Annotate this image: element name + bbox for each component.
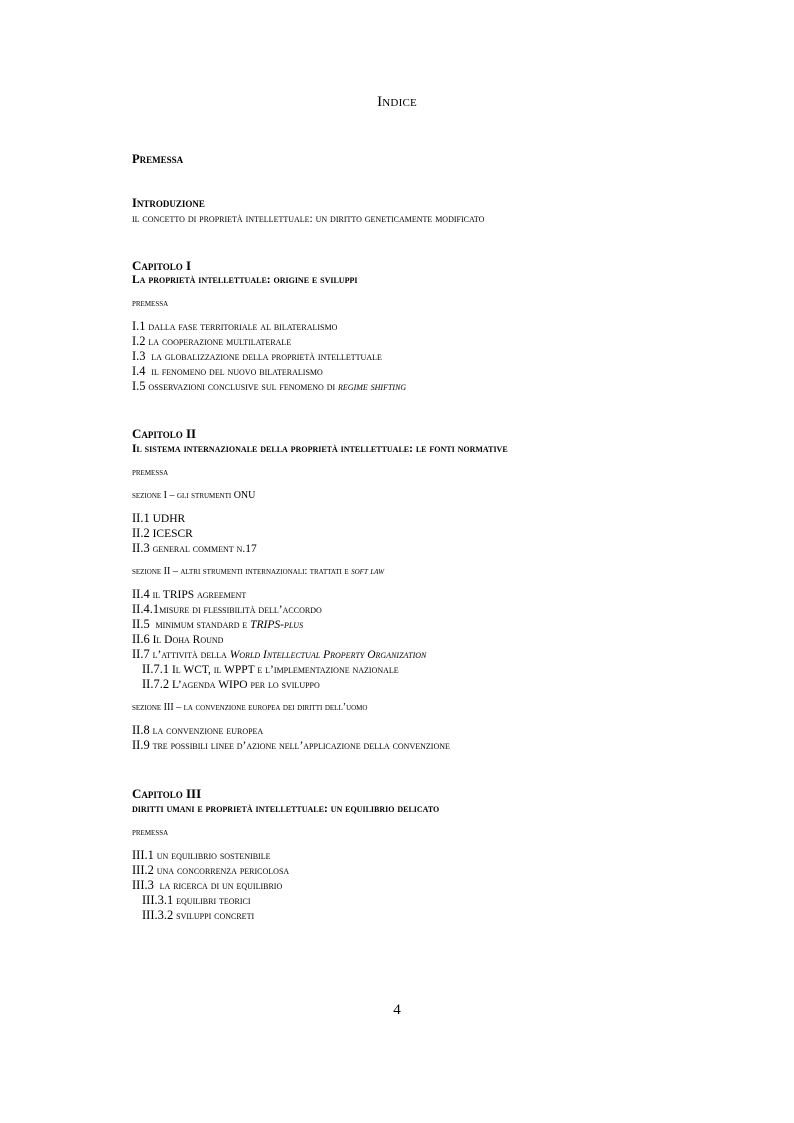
introduzione-heading: Introduzione: [132, 196, 205, 210]
premessa-heading: Premessa: [132, 152, 184, 166]
toc-entry: II.6 Il Doha Round: [132, 632, 224, 646]
toc-entry: II.9 tre possibili linee d’azione nell’applicazione della convenzione: [132, 738, 450, 752]
chapter-2-subtitle: Il sistema internazionale della proprietà intellettuale: le fonti normative: [132, 443, 508, 455]
toc-entry: III.3 la ricerca di un equilibrio: [132, 878, 283, 892]
toc-entry: III.2 una concorrenza pericolosa: [132, 863, 290, 877]
toc-entry: II.7.2 L’agenda WIPO per lo sviluppo: [142, 677, 320, 691]
chapter-2-premessa: premessa: [132, 467, 169, 478]
section-3-heading: sezione III – la convenzione europea dei diritti dell’uomo: [132, 702, 368, 713]
toc-entry: I.4 il fenomeno del nuovo bilateralismo: [132, 364, 323, 378]
toc-entry: I.3 la globalizzazione della proprietà intellettuale: [132, 349, 382, 363]
toc-entry: II.4 il TRIPS agreement: [132, 587, 247, 601]
page-number: 4: [393, 1002, 401, 1018]
chapter-2-label: Capitolo II: [132, 426, 197, 441]
toc-entry: I.1 dalla fase territoriale al bilateralismo: [132, 319, 338, 333]
toc-entry: I.2 la cooperazione multilaterale: [132, 334, 292, 348]
toc-entry: II.1 UDHR: [132, 511, 186, 525]
toc-entry: II.4.1misure di flessibilità dell’accordo: [132, 602, 322, 616]
chapter-3-label: Capitolo III: [132, 786, 202, 801]
section-2-heading: sezione II – altri strumenti internazionali: trattati e soft law: [132, 566, 385, 577]
chapter-1-label: Capitolo I: [132, 258, 192, 273]
chapter-1-premessa: premessa: [132, 298, 169, 309]
toc-entry: III.3.1 equilibri teorici: [142, 893, 251, 907]
toc-entry: II.8 la convenzione europea: [132, 723, 264, 737]
toc-entry: III.3.2 sviluppi concreti: [142, 908, 255, 922]
section-1-heading: sezione I – gli strumenti ONU: [132, 490, 256, 501]
chapter-3-premessa: premessa: [132, 827, 169, 838]
toc-entry: II.2 ICESCR: [132, 526, 193, 540]
toc-entry: III.1 un equilibrio sostenibile: [132, 848, 271, 862]
introduzione-line: il concetto di proprietà intellettuale: un diritto geneticamente modificato: [132, 213, 485, 225]
toc-entry: II.7.1 Il WCT, il WPPT e l’implementazione nazionale: [142, 662, 399, 676]
chapter-1-subtitle: La proprietà intellettuale: origine e sviluppi: [132, 274, 358, 286]
toc-entry: II.3 general comment n.17: [132, 541, 257, 555]
toc-entry: II.5 minimum standard e TRIPS-plus: [132, 617, 304, 631]
toc-entry: II.7 l’attività della World Intellectual Property Organization: [132, 647, 427, 661]
toc-entry: I.5 osservazioni conclusive sul fenomeno di regime shifting: [132, 379, 407, 393]
page-title: Indice: [377, 94, 417, 110]
chapter-3-subtitle: diritti umani e proprietà intellettuale: un equilibrio delicato: [132, 803, 440, 815]
